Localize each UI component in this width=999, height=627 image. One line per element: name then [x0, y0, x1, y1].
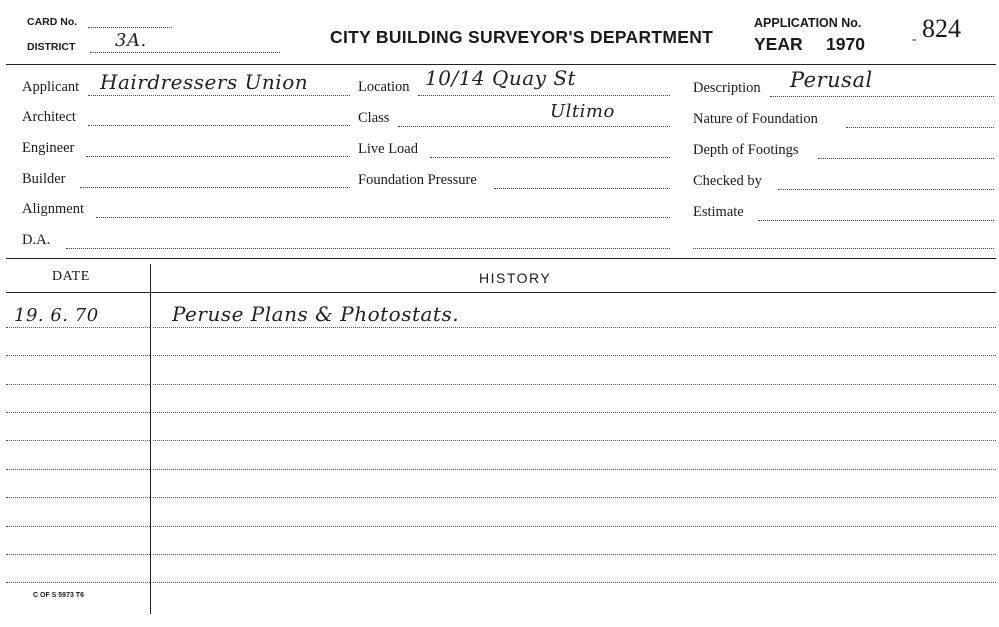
history-row-line [153, 582, 996, 583]
application-number: 824 [922, 14, 961, 43]
location-line [418, 95, 670, 96]
history-row-line [153, 412, 996, 413]
depth-of-footings-label: Depth of Footings [693, 142, 799, 158]
form-code: C OF S 5973 T6 [33, 592, 84, 599]
engineer-line [86, 156, 350, 157]
live-load-line [430, 157, 670, 158]
history-row-line [153, 384, 996, 385]
architect-label: Architect [22, 109, 76, 125]
history-top-rule [6, 258, 996, 259]
date-row-line [6, 582, 150, 583]
page-title: CITY BUILDING SURVEYOR'S DEPARTMENT [330, 27, 714, 47]
date-row-line [6, 384, 150, 385]
history-entry-date: 19. 6. 70 [14, 305, 99, 326]
date-row-line [6, 497, 150, 498]
applicant-line [88, 95, 350, 96]
history-header: HISTORY [479, 270, 552, 286]
location-value: 10/14 Quay St [425, 66, 577, 90]
card-no-label: CARD No. [27, 16, 78, 28]
district-line [90, 52, 280, 53]
history-row-line [153, 327, 996, 328]
history-row-line [153, 526, 996, 527]
class-value: Ultimo [550, 101, 615, 122]
history-row-line [153, 497, 996, 498]
date-row-line [6, 355, 150, 356]
builder-line [80, 187, 350, 188]
date-row-line [6, 440, 150, 441]
card-no-line [88, 27, 172, 28]
description-value: Perusal [790, 68, 873, 92]
estimate-label: Estimate [693, 204, 744, 220]
applicant-value: Hairdressers Union [100, 70, 309, 94]
builder-label: Builder [22, 171, 66, 187]
extra-line [693, 248, 994, 249]
date-row-line [6, 412, 150, 413]
application-label: APPLICATION No. [754, 16, 862, 30]
history-entry-text: Peruse Plans & Photostats. [172, 302, 460, 326]
checked-by-line [778, 189, 994, 190]
architect-line [88, 125, 350, 126]
date-row-line [6, 554, 150, 555]
date-row-line [6, 327, 150, 328]
nature-of-foundation-label: Nature of Foundation [693, 111, 818, 127]
foundation-pressure-label: Foundation Pressure [358, 172, 477, 188]
nature-of-foundation-line [846, 127, 994, 128]
alignment-label: Alignment [22, 201, 85, 217]
date-column-divider [150, 264, 151, 614]
live-load-label: Live Load [358, 141, 418, 157]
history-header-rule [6, 292, 996, 293]
description-line [770, 96, 994, 97]
district-value: 3A. [115, 30, 147, 51]
engineer-label: Engineer [22, 140, 75, 156]
checked-by-label: Checked by [693, 173, 762, 189]
estimate-line [758, 220, 994, 221]
application-dash: - [912, 32, 917, 47]
foundation-pressure-line [494, 188, 670, 189]
date-row-line [6, 526, 150, 527]
district-label: DISTRICT [27, 41, 76, 53]
history-row-line [153, 469, 996, 470]
date-row-line [6, 469, 150, 470]
history-row-line [153, 440, 996, 441]
year-label: YEAR [754, 34, 803, 54]
description-label: Description [693, 80, 761, 96]
year-value: 1970 [826, 34, 865, 54]
da-label: D.A. [22, 232, 51, 248]
history-row-line [153, 355, 996, 356]
class-label: Class [358, 110, 390, 126]
header-rule [6, 64, 996, 65]
depth-of-footings-line [818, 158, 994, 159]
class-line [398, 126, 670, 127]
location-label: Location [358, 79, 410, 95]
date-header: DATE [52, 269, 90, 284]
alignment-line [96, 217, 670, 218]
applicant-label: Applicant [22, 79, 80, 95]
da-line [66, 248, 670, 249]
history-row-line [153, 554, 996, 555]
